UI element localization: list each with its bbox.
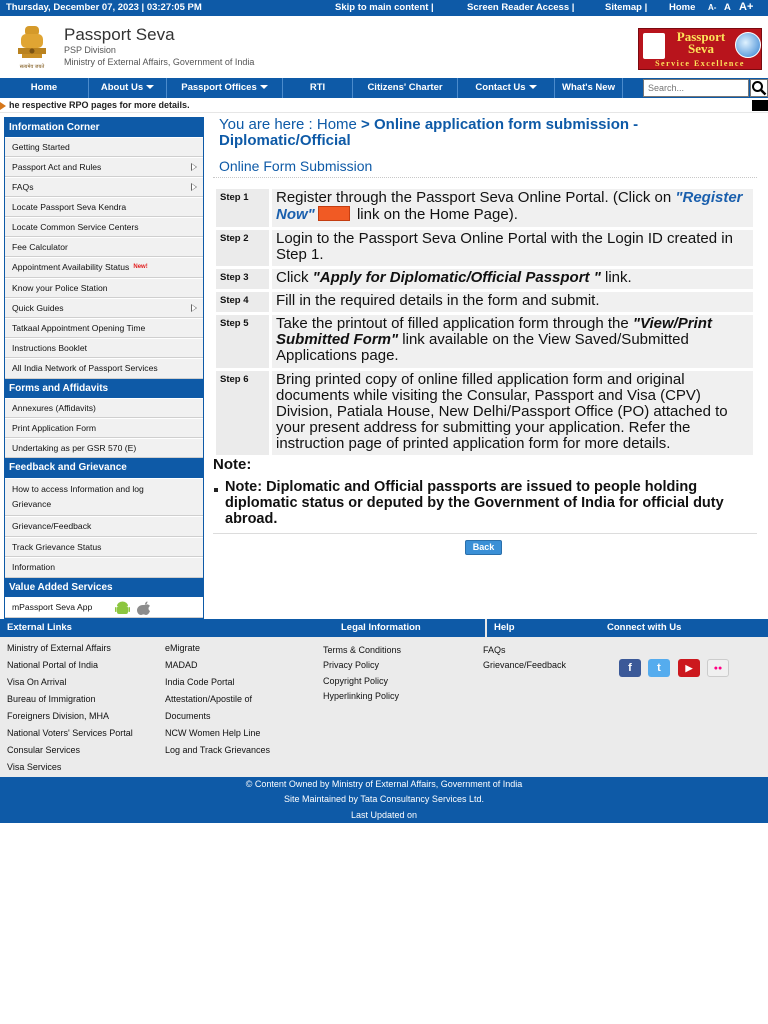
sidebar-item-locate-csc[interactable]: [5, 217, 203, 237]
sidebar-item-all-india-network[interactable]: [5, 358, 203, 379]
sidebar-item-label: All India Network of Passport Services: [12, 363, 158, 373]
sidebar-heading-information-corner: Information Corner: [5, 118, 203, 137]
nav-about-us[interactable]: [89, 78, 167, 98]
register-now-link[interactable]: "Register Now": [276, 189, 743, 223]
nav-home-label: Home: [30, 82, 58, 93]
emblem-caption: सत्यमेव जयते: [19, 64, 45, 70]
nav-passport-offices[interactable]: [167, 78, 283, 98]
sidebar-item-label: Locate Passport Seva Kendra: [12, 202, 127, 212]
section-title: Online Form Submission: [213, 158, 757, 178]
sidebar-item-label: Fee Calculator: [12, 242, 68, 252]
sidebar-heading-value-added: Value Added Services: [5, 578, 203, 597]
footer-link[interactable]: National Portal of India: [7, 660, 99, 670]
footer-link[interactable]: National Voters' Services Portal: [7, 728, 133, 738]
sidebar-item-grievance-feedback[interactable]: [5, 516, 203, 537]
nav-charter-label: Citizens' Charter: [367, 82, 443, 93]
footer-link[interactable]: Documents: [165, 711, 211, 721]
sidebar-item-label: Track Grievance Status: [12, 542, 102, 552]
back-button[interactable]: Back: [465, 540, 502, 555]
copyright-bar: [0, 777, 768, 823]
font-normal-button[interactable]: A: [724, 2, 731, 13]
current-datetime: Thursday, December 07, 2023 | 03:27:05 PM: [6, 2, 202, 13]
sidebar-item-label: Locate Common Service Centers: [12, 222, 139, 232]
step-text: [272, 269, 753, 289]
ticker-arrow-icon: [0, 102, 6, 110]
nav-contact-label: Contact Us: [475, 82, 526, 93]
footer-link[interactable]: FAQs: [483, 645, 506, 655]
font-increase-button[interactable]: A+: [739, 1, 754, 13]
sidebar-item-label: FAQs: [12, 182, 34, 192]
chevron-right-icon: [191, 304, 197, 312]
sidebar-item-fee-calculator[interactable]: [5, 237, 203, 257]
footer-link[interactable]: Copyright Policy: [323, 676, 389, 686]
sidebar-item-label: Grievance/Feedback: [12, 521, 92, 531]
footer-heading-external-links: External Links: [7, 622, 72, 633]
footer-link[interactable]: Attestation/Apostile of: [165, 694, 253, 704]
sidebar-item-information[interactable]: [5, 557, 203, 578]
page-title: Online application form submission - Diplomatic/Official: [219, 116, 639, 149]
sidebar-item-label: Print Application Form: [12, 423, 97, 433]
sidebar-item-label: Passport Act and Rules: [12, 162, 102, 172]
step-text: [272, 315, 753, 368]
sidebar-item-annexures[interactable]: [5, 398, 203, 418]
ticker-control[interactable]: [752, 100, 768, 111]
nav-offices-label: Passport Offices: [181, 82, 257, 93]
footer-link[interactable]: Bureau of Immigration: [7, 694, 96, 704]
globe-icon: [735, 32, 761, 58]
sitemap-link[interactable]: Sitemap |: [605, 2, 648, 13]
logo-emblem-icon: [643, 33, 665, 59]
note-heading: Note:: [213, 456, 252, 473]
logo-line2: Seva: [688, 41, 714, 56]
search-icon: [751, 80, 767, 96]
news-ticker[interactable]: [0, 99, 768, 113]
step-label: Step 3: [216, 269, 269, 289]
nav-rti-label: RTI: [309, 82, 326, 93]
sidebar-item-label: Quick Guides: [12, 303, 64, 313]
sidebar-item-track-grievance[interactable]: [5, 537, 203, 557]
sidebar-item-label: Undertaking as per GSR 570 (E): [12, 443, 137, 453]
sidebar-item-appointment-availability[interactable]: [5, 257, 203, 278]
breadcrumb-home-link[interactable]: Home: [316, 116, 357, 133]
register-now-icon[interactable]: [318, 206, 350, 221]
step-label: Step 6: [216, 371, 269, 455]
footer-link[interactable]: Grievance/Feedback: [483, 660, 567, 670]
nav-citizens-charter[interactable]: [353, 78, 458, 98]
footer-heading-help: Help: [494, 622, 515, 633]
sidebar-item-label: Information: [12, 562, 55, 572]
sidebar-item-label: How to access Information and log Grievance: [12, 484, 144, 509]
sidebar-item-label: Tatkaal Appointment Opening Time: [12, 323, 146, 333]
youtube-icon[interactable]: ▶: [678, 659, 700, 677]
footer-link[interactable]: Visa Services: [7, 762, 62, 772]
footer-link[interactable]: Terms & Conditions: [323, 645, 402, 655]
step-text-part: link on the Home Page).: [352, 206, 518, 223]
chevron-down-icon: [260, 85, 268, 89]
ministry-name: Ministry of External Affairs, Government of India: [64, 57, 255, 67]
font-decrease-button[interactable]: A-: [708, 3, 717, 12]
sidebar-item-label: mPassport Seva App: [12, 602, 93, 612]
chevron-down-icon: [529, 85, 537, 89]
step-text: Bring printed copy of online filled application form and original documents while visiting the Consular, Passport and Visa (CPV) Division, Patiala House, New Delhi/Passport Office (PO) attached to your present address for submitting your application. Refer the instruction page of printed application form for more details.: [272, 371, 753, 455]
footer-heading-connect: Connect with Us: [607, 622, 682, 633]
step-label: Step 2: [216, 230, 269, 266]
flickr-icon[interactable]: ●●: [707, 659, 729, 677]
twitter-icon[interactable]: t: [648, 659, 670, 677]
sidebar-item-access-information[interactable]: [5, 478, 203, 516]
nav-whatsnew-label: What's New: [562, 82, 615, 93]
android-apple-icon: [115, 601, 153, 615]
ticker-text: he respective RPO pages for more details.: [9, 100, 190, 110]
skip-to-main-link[interactable]: Skip to main content |: [335, 2, 434, 13]
facebook-icon[interactable]: f: [619, 659, 641, 677]
nav-home[interactable]: [0, 78, 89, 98]
nav-contact-us[interactable]: [458, 78, 555, 98]
sidebar-item-getting-started[interactable]: [5, 137, 203, 157]
step-text: [272, 189, 753, 227]
top-utility-bar: [0, 0, 768, 16]
nav-about-label: About Us: [100, 82, 144, 93]
sidebar-item-undertaking[interactable]: [5, 438, 203, 458]
footer-link[interactable]: Visa On Arrival: [7, 677, 67, 687]
chevron-right-icon: [191, 183, 197, 191]
sidebar: [4, 117, 204, 619]
sidebar-item-instructions-booklet[interactable]: [5, 338, 203, 358]
owned-by-text: © Content Owned by Ministry of External Affairs, Government of India: [245, 779, 523, 789]
sidebar-item-label: Know your Police Station: [12, 283, 108, 293]
sidebar-item-mpassport-app[interactable]: [5, 597, 203, 618]
passport-seva-logo[interactable]: [638, 28, 762, 70]
top-home-link[interactable]: Home: [669, 2, 696, 13]
step-text-part: link.: [600, 269, 632, 286]
breadcrumb-prefix: You are here :: [219, 116, 317, 133]
sidebar-item-label: Annexures (Affidavits): [12, 403, 96, 413]
sidebar-item-locate-psk[interactable]: [5, 197, 203, 217]
sidebar-item-label: Instructions Booklet: [12, 343, 87, 353]
sidebar-heading-feedback: Feedback and Grievance: [5, 458, 203, 478]
search-button[interactable]: [750, 79, 768, 97]
sidebar-item-police-station[interactable]: [5, 278, 203, 298]
footer-link[interactable]: Consular Services: [7, 745, 81, 755]
logo-tagline: Service Excellence: [655, 59, 745, 68]
divider: [485, 619, 487, 637]
step-text-part: Register through the Passport Seva Online Portal. (Click on: [276, 189, 676, 206]
search-input[interactable]: [643, 79, 749, 97]
new-badge: New!: [133, 264, 148, 270]
site-header: [0, 16, 768, 78]
footer-link[interactable]: Hyperlinking Policy: [323, 691, 400, 701]
sidebar-item-label: Appointment Availability Status: [12, 262, 130, 272]
bullet-icon: [214, 488, 218, 492]
sidebar-item-tatkaal-time[interactable]: [5, 318, 203, 338]
step-label: Step 1: [216, 189, 269, 227]
footer-link[interactable]: NCW Women Help Line: [165, 728, 261, 738]
chevron-right-icon: [191, 163, 197, 171]
screen-reader-link[interactable]: Screen Reader Access |: [467, 2, 575, 13]
site-title: Passport Seva: [64, 25, 175, 44]
nav-whats-new[interactable]: [555, 78, 623, 98]
step-text-part: Click: [276, 269, 313, 286]
logo-line1: Passport: [676, 29, 726, 44]
footer-link[interactable]: India Code Portal: [165, 677, 235, 687]
nav-rti[interactable]: [283, 78, 353, 98]
footer-link[interactable]: MADAD: [165, 660, 198, 670]
footer-heading-legal: Legal Information: [341, 622, 421, 633]
step-text: Login to the Passport Seva Online Portal with the Login ID created in Step 1.: [272, 230, 753, 266]
step-text-part: Take the printout of filled application form through the: [276, 315, 633, 332]
national-emblem-icon: [12, 24, 52, 72]
maintained-by-text: Site Maintained by Tata Consultancy Services Ltd.: [284, 794, 484, 804]
step-emphasis: "View/Print Submitted Form": [276, 315, 712, 348]
step-label: Step 5: [216, 315, 269, 368]
breadcrumb: [219, 117, 759, 149]
last-updated-text: Last Updated on: [350, 810, 418, 820]
chevron-down-icon: [146, 85, 154, 89]
step-text-part: link available on the View Saved/Submitted Applications page.: [276, 331, 689, 364]
divider: [213, 533, 757, 534]
breadcrumb-separator: >: [356, 116, 374, 133]
footer-link[interactable]: Foreigners Division, MHA: [7, 711, 110, 721]
note-text: Note: Diplomatic and Official passports are issued to people holding diplomatic status or deputed by the Government of India for official duty abroad.: [225, 479, 724, 527]
step-label: Step 4: [216, 292, 269, 312]
sidebar-item-label: Getting Started: [12, 142, 70, 152]
sidebar-item-print-application[interactable]: [5, 418, 203, 438]
division-name: PSP Division: [64, 45, 116, 55]
footer-link[interactable]: eMigrate: [165, 643, 201, 653]
footer-link[interactable]: Privacy Policy: [323, 660, 380, 670]
footer-heading-bar: [0, 619, 768, 637]
step-text: Fill in the required details in the form and submit.: [272, 292, 753, 312]
sidebar-item-passport-act[interactable]: [5, 157, 203, 177]
sidebar-item-faqs[interactable]: [5, 177, 203, 197]
footer-links: [0, 637, 768, 777]
sidebar-heading-forms: Forms and Affidavits: [5, 379, 203, 398]
step-emphasis: "Apply for Diplomatic/Official Passport ": [312, 269, 601, 286]
sidebar-item-quick-guides[interactable]: [5, 298, 203, 318]
footer-link[interactable]: Log and Track Grievances: [165, 745, 271, 755]
footer-link[interactable]: Ministry of External Affairs: [7, 643, 111, 653]
